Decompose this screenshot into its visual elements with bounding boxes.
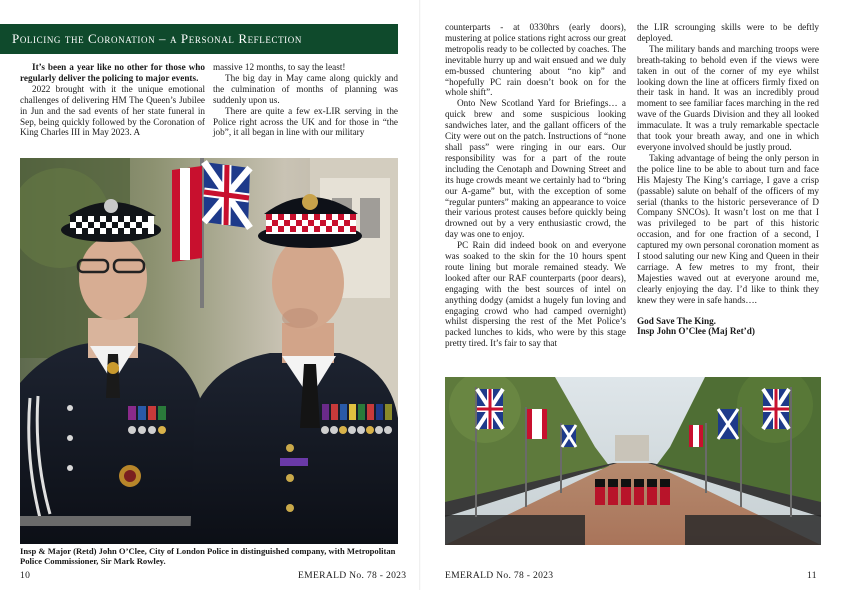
body-paragraph: The military bands and marching troops were breath-taking to behold even if the views were taken in out of the corner of my eye whilst looking down the line at officers firmly fixed on their task in hand. It was an incredibly proud moment to see familiar faces marching in the red wave of the Guards Division and they all looked immaculate. It was a truly remarkable spectacle that took your breath away, and one in which everyone involved should be justly proud.	[637, 43, 819, 152]
coronation-procession-photo	[445, 377, 821, 545]
sign-off: God Save The King.	[637, 315, 716, 326]
author-signature: Insp John O’Clee (Maj Ret’d)	[637, 326, 755, 337]
left-page	[0, 0, 420, 590]
body-paragraph: Taking advantage of being the only person in the police line to be able to about turn and face His Majesty The King’s carriage, I gave a crisp (passable) salute on behalf of the officers of my serial (thanks to the historic perseverance of D Company SNCOs). It wasn’t lost on me that I was privileged to be part of this historic occasion, and for one fraction of a second, I captured my own personal coronation moment as I stood saluting our new King and Queen in their carriage. A few metres to my front, their Majesties waved out at everyone around me, clearly enjoying the day. I’d like to think they knew they were in safe hands….	[637, 152, 819, 305]
body-paragraph: PC Rain did indeed book on and everyone was soaked to the skin for the 10 hours spent route lining but morale remained steady. We looked after our RAF counterparts (poor dears), engaging with the best sources of intel on anything dodgy (amidst a hugely fun loving and engaging crowd who had camped overnight) whilst dispersing the rest of the Met Police’s packed lunches to kids, who were by this stage pretty tired. It’s fair to say that	[445, 240, 626, 349]
right-column-2	[637, 22, 819, 337]
right-column-1	[445, 22, 626, 349]
body-paragraph: 2022 brought with it the unique emotional challenges of delivering HM The Queen’s Jubilee in Jun and the sad events of her state funeral in Sep, being quickly followed by the Coronation of King Charles III in May 2023. A	[20, 83, 205, 138]
left-column-1	[20, 62, 205, 138]
body-paragraph: Onto New Scotland Yard for Briefings… a quick brew and some suspicious looking sandwiches later, and the gallant officers of the City were out on the patch. Instructions of “none shall pass” were ringing in our ears. Our responsibility was for a part of the route including the Cenotaph and Downing Street and its huge crowds meant we certainly had to “bring our A-game” but, with the exception of some “regular punters” making an appearance to voice their various protest causes before quickly being drowned out by a very enthusiastic crowd, the day was one to enjoy.	[445, 98, 626, 240]
photo-caption: Insp & Major (Retd) John O’Clee, City of London Police in distinguished company, with Metropolitan Police Commissioner, Sir Mark Rowley.	[20, 546, 396, 567]
article-title-bar	[0, 24, 398, 54]
body-paragraph: massive 12 months, to say the least!	[213, 62, 346, 72]
body-paragraph: There are quite a few ex-LIR serving in the Police right across the UK and for those in “the job”, it all began in line with our military	[213, 105, 398, 138]
page-footer: EMERALD No. 78 - 2023	[298, 570, 407, 581]
body-paragraph: counterparts - at 0330hrs (early doors), mustering at police stations right across our great metropolis ready to be collected by coaches. The inevitable hurry up and wait ensued and we duly em-bussed chuntering about “no kip” and “hopefully PC rain doesn’t book on for the whole shift”.	[445, 22, 626, 98]
page-footer: EMERALD No. 78 - 2023	[445, 570, 554, 581]
left-column-2	[213, 62, 398, 138]
officers-photo	[20, 158, 398, 544]
right-page	[421, 0, 841, 590]
article-title: Policing the Coronation – a Personal Reflection	[12, 31, 302, 46]
body-paragraph: The big day in May came along quickly and the culmination of months of planning was suddenly upon us.	[213, 72, 398, 105]
page-number: 11	[807, 570, 817, 581]
lead-paragraph: It’s been a year like no other for those who regularly deliver the policing to major events.	[20, 62, 205, 83]
page-number: 10	[20, 570, 31, 581]
body-paragraph: the LIR scrounging skills were to be deftly deployed.	[637, 22, 819, 43]
